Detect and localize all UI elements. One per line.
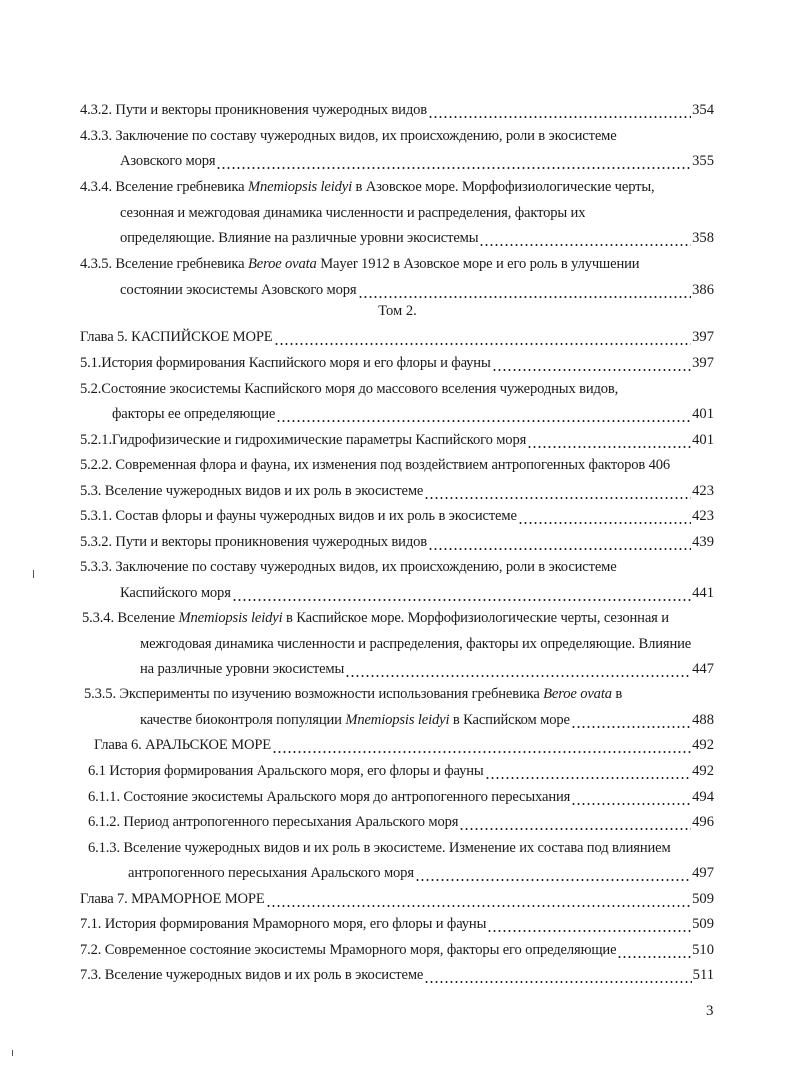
toc-entry [88,787,714,807]
toc-entry [120,280,714,300]
toc-entry [80,557,714,577]
toc-page-number: 401 [692,432,714,448]
dot-leader [571,710,691,730]
toc-entry-title [88,787,570,807]
toc-page-number: 510 [692,942,714,958]
toc-entry [80,506,714,526]
toc-entry [88,812,714,832]
title-text: на различные уровни экосистемы [140,661,345,677]
dot-leader [428,532,691,552]
toc-entry [80,379,714,399]
toc-entry-title [140,634,691,654]
page-number: 3 [706,1003,714,1019]
title-text: 5.1.История формирования Каспийского моря и его флоры и фауны [80,355,491,371]
toc-entry [80,254,714,274]
title-text: Глава 7. МРАМОРНОЕ МОРЕ [80,891,265,907]
toc-entry [140,634,714,654]
toc-entry [120,203,714,223]
toc-entry [80,126,714,146]
toc-entry-title [88,838,671,858]
toc-entry [80,965,714,985]
dot-leader [266,889,691,909]
dot-leader [345,659,691,679]
title-text: состоянии экосистемы Азовского моря [120,282,357,298]
toc-entry-title [80,254,639,274]
toc-entry-title [80,914,486,934]
toc-entry [80,353,714,373]
dot-leader [617,940,691,960]
toc-page-number: 496 [692,814,714,830]
toc-entry [80,914,714,934]
title-text: факторы ее определяющие [112,406,276,422]
toc-page-number: 423 [692,508,714,524]
species-name: Beroe ovata [543,686,612,702]
toc-entry-title [94,735,271,755]
title-text: определяющие. Влияние на различные уровни экосистемы [120,230,479,246]
toc-entry [140,710,714,730]
title-text: в [611,686,623,702]
toc-page-number: 439 [692,534,714,550]
dot-leader [276,404,691,424]
toc-entry [140,659,714,679]
toc-entry [82,608,714,628]
toc-entry-title [80,940,616,960]
toc-page-number: 386 [692,282,714,298]
dot-leader [358,280,692,300]
dot-leader [527,430,691,450]
toc-entry-title [80,506,517,526]
toc-entry-title [88,761,484,781]
toc-entry-title [80,455,670,475]
species-name: Mnemiopsis leidyi [178,610,283,626]
species-name: Mnemiopsis leidyi [345,712,450,728]
toc-entry [120,151,714,171]
toc-entry [80,940,714,960]
toc-entry-title [80,177,655,197]
toc-entry-title [120,583,231,603]
toc-entry-title [84,684,622,704]
scan-mark [12,1050,13,1056]
toc-entry-title [80,100,427,120]
toc-entry [94,735,714,755]
title-text: 5.3.3. Заключение по составу чужеродных видов, их происхождению, роли в экосистеме [80,559,617,575]
toc-entry-title [88,812,458,832]
toc-page-number: 397 [692,355,714,371]
toc-page-number: 354 [692,102,714,118]
toc-entry-title [80,532,427,552]
title-text: Азовского моря [120,153,216,169]
species-name: Mnemiopsis leidyi [247,179,353,195]
title-text: в Каспийском море [449,712,570,728]
title-text: 5.3.4. Вселение [82,610,179,626]
toc-entry-title [80,557,617,577]
toc-page-number: 355 [692,153,714,169]
toc-entry-title [128,863,414,883]
title-text: в Азовское море. Морфофизиологические черты, [352,179,655,195]
toc-page-number: 488 [692,712,714,728]
dot-leader [216,151,691,171]
title-text: качестве биоконтроля популяции [140,712,346,728]
toc-entry [80,100,714,120]
dot-leader [492,353,691,373]
title-text: 7.3. Вселение чужеродных видов и их роль в экосистеме [80,967,424,983]
title-text: 7.1. История формирования Мраморного моря, его флоры и фауны [80,916,487,932]
toc-entry [80,481,714,501]
dot-leader [272,735,691,755]
title-text: сезонная и межгодовая динамика численности и распределения, факторы их [120,205,586,221]
title-text: 6.1.1. Состояние экосистемы Аральского моря до антропогенного пересыхания [88,789,571,805]
title-text: антропогенного пересыхания Аральского моря [128,865,414,881]
title-text: 5.3. Вселение чужеродных видов и их роль в экосистеме [80,483,424,499]
toc-entry [80,430,714,450]
toc-entry-title [120,151,215,171]
title-text: 6.1.2. Период антропогенного пересыхания Аральского моря [88,814,459,830]
toc-entry-title [80,353,491,373]
title-text: Глава 6. АРАЛЬСКОЕ МОРЕ [94,737,272,753]
title-text: 4.3.5. Вселение гребневика [80,256,248,272]
title-text: 6.1 История формирования Аральского моря, его флоры и фауны [88,763,484,779]
toc-page-number: 447 [692,661,714,677]
scan-mark [33,570,34,578]
toc-entry-title [82,608,669,628]
toc-entry-title [80,430,526,450]
toc-entry [80,532,714,552]
title-text: 4.3.3. Заключение по составу чужеродных видов, их происхождению, роли в экосистеме [80,128,617,144]
toc-page-number: 494 [692,789,714,805]
toc-page-number: 511 [692,967,714,983]
dot-leader [274,327,692,347]
dot-leader [571,787,691,807]
toc-entry-title [120,280,357,300]
toc-page-number: 492 [692,763,714,779]
toc-entry [80,455,714,475]
toc-page-number: 397 [692,329,714,345]
toc-entry-title [120,228,478,248]
dot-leader [415,863,691,883]
toc-entry-title [80,126,617,146]
dot-leader [479,228,691,248]
title-text: 4.3.2. Пути и векторы проникновения чужеродных видов [80,102,427,118]
title-text: 7.2. Современное состояние экосистемы Мраморного моря, факторы его определяющие [80,942,617,958]
toc-page-number: 492 [692,737,714,753]
title-text: 5.3.1. Состав флоры и фауны чужеродных видов и их роль в экосистеме [80,508,517,524]
toc-entry [112,404,714,424]
toc-page-number: 509 [692,891,714,907]
title-text: Каспийского моря [120,585,231,601]
toc-entry-title [140,659,344,679]
dot-leader [459,812,691,832]
toc-page-number: 423 [692,483,714,499]
dot-leader [487,914,691,934]
title-text: в Каспийское море. Морфофизиологические черты, сезонная и [282,610,669,626]
toc-entry [88,761,714,781]
dot-leader [424,965,691,985]
toc-entry [120,228,714,248]
toc-entry-title [80,889,265,909]
toc-entry-title [112,404,275,424]
toc-entry-title [80,327,273,347]
volume-heading: Том 2. [378,303,417,319]
title-text: 5.2.1.Гидрофизические и гидрохимические параметры Каспийского моря [80,432,527,448]
dot-leader [485,761,692,781]
toc-page-number: 497 [692,865,714,881]
dot-leader [518,506,691,526]
toc-page-number: 358 [692,230,714,246]
toc-entry-title [80,965,423,985]
title-text: 5.3.5. Эксперименты по изучению возможности использования гребневика [84,686,544,702]
title-text: 4.3.4. Вселение гребневика [80,179,248,195]
toc-entry [128,863,714,883]
title-text: межгодовая динамика численности и распределения, факторы их определяющие. Влияние [140,636,692,652]
title-text: 5.2.Состояние экосистемы Каспийского моря до массового вселения чужеродных видов, [80,381,619,397]
title-text: 5.3.2. Пути и векторы проникновения чужеродных видов [80,534,427,550]
toc-entry-title [140,710,570,730]
toc-page-number: 509 [692,916,714,932]
toc-entry [80,327,714,347]
toc-entry [120,583,714,603]
title-text: Глава 5. КАСПИЙСКОЕ МОРЕ [80,329,273,345]
species-name: Beroe ovata [247,256,317,272]
title-text: 6.1.3. Вселение чужеродных видов и их роль в экосистеме. Изменение их состава под влиянием [88,840,671,856]
toc-entry-title [120,203,585,223]
toc-entry-title [80,379,618,399]
dot-leader [428,100,691,120]
toc-entry [84,684,714,704]
toc-entry [88,838,714,858]
dot-leader [424,481,691,501]
toc-entry [80,177,714,197]
toc-entry-title [80,481,423,501]
toc-entry [80,889,714,909]
dot-leader [232,583,691,603]
title-text: Mayer 1912 в Азовское море и его роль в улучшении [316,256,640,272]
toc-page-number: 401 [692,406,714,422]
toc-page-number: 441 [692,585,714,601]
title-text: 5.2.2. Современная флора и фауна, их изменения под воздействием антропогенных факторов 406 [80,457,671,473]
